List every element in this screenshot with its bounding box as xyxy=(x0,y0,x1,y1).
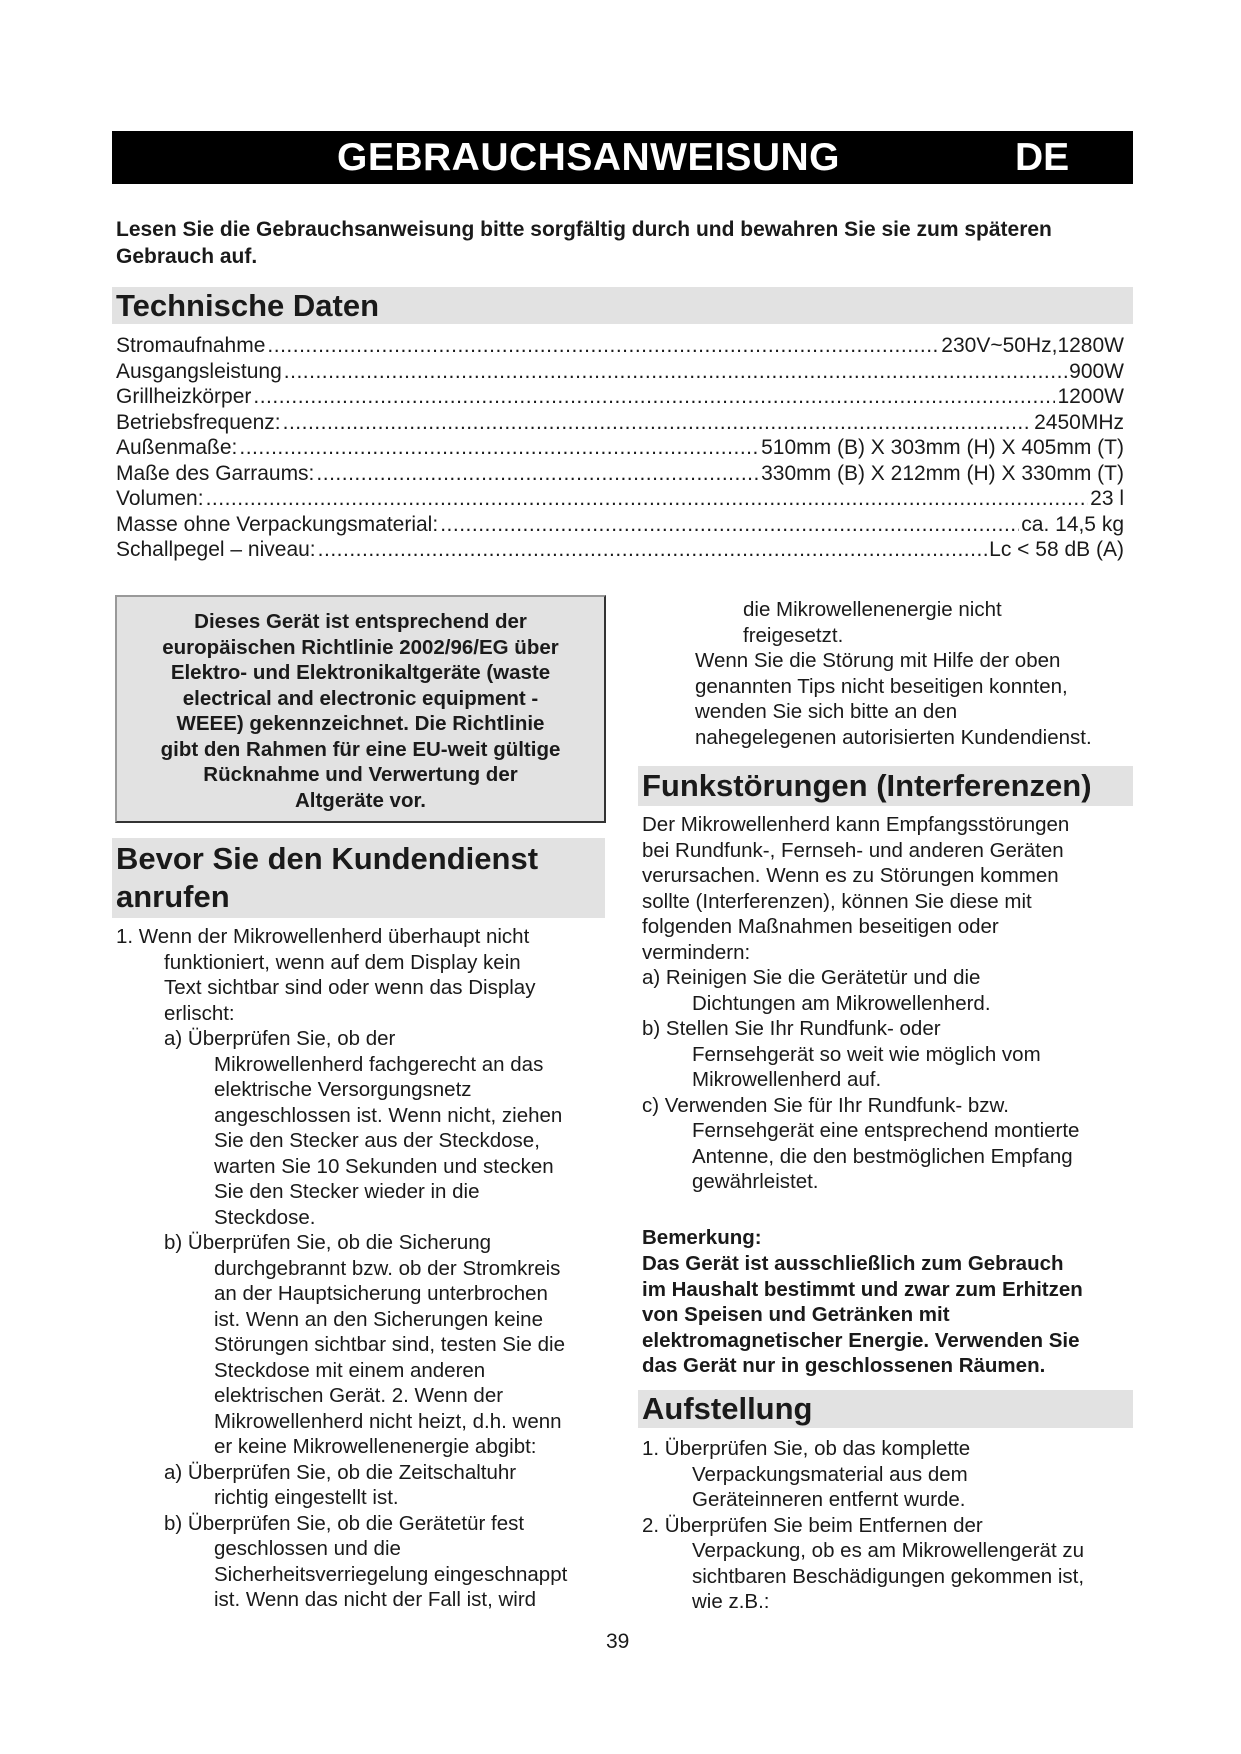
text-line: angeschlossen ist. Wenn nicht, ziehen xyxy=(214,1103,563,1127)
weee-line: electrical and electronic equipment - xyxy=(182,686,539,710)
spec-value: 510mm (B) X 303mm (H) X 405mm (T) xyxy=(761,436,1124,459)
dot-leader xyxy=(440,512,1019,538)
text-line: die Mikrowellenenergie nicht xyxy=(743,598,1002,621)
list-item: 2. Überprüfen Sie beim Entfernen der xyxy=(642,1513,983,1537)
intro-line: Lesen Sie die Gebrauchsanweisung bitte sorgfältig durch und bewahren Sie sie zum späteren xyxy=(116,218,1052,241)
spec-label: Stromaufnahme xyxy=(116,334,266,357)
text-line: Verpackung, ob es am Mikrowellengerät zu xyxy=(692,1539,1084,1562)
text-line: Wenn Sie die Störung mit Hilfe der oben xyxy=(695,649,1061,672)
spec-label: Betriebsfrequenz: xyxy=(116,410,281,434)
list-item: a) Überprüfen Sie, ob der xyxy=(164,1027,396,1050)
spec-value: Lc < 58 dB (A) xyxy=(989,538,1124,561)
text-line: Fernsehgerät so weit wie möglich vom xyxy=(692,1042,1041,1066)
list-item: 1. Überprüfen Sie, ob das komplette xyxy=(642,1437,971,1460)
text-line: genannten Tips nicht beseitigen konnten, xyxy=(695,674,1068,698)
text-line: Text sichtbar sind oder wenn das Display xyxy=(164,976,536,999)
funkstoerungen-text xyxy=(642,812,1137,1195)
weee-line: Altgeräte vor. xyxy=(294,788,427,812)
spec-row xyxy=(116,486,1124,512)
weee-line: europäischen Richtlinie 2002/96/EG über xyxy=(162,635,559,659)
language-code: DE xyxy=(1015,136,1070,179)
text-line: ist. Wenn an den Sicherungen keine xyxy=(214,1307,543,1331)
note-label: Bemerkung: xyxy=(642,1226,762,1249)
text-line: durchgebrannt bzw. ob der Stromkreis xyxy=(214,1256,561,1280)
kundendienst-continuation xyxy=(695,597,1135,750)
spec-row xyxy=(116,537,1124,563)
spec-label: Ausgangsleistung xyxy=(116,359,282,383)
spec-label: Masse ohne Verpackungsmaterial: xyxy=(116,512,439,536)
text-line: folgenden Maßnahmen beseitigen oder xyxy=(642,915,999,938)
text-line: ist. Wenn das nicht der Fall ist, wird xyxy=(214,1588,537,1611)
weee-line: Rücknahme und Verwertung der xyxy=(203,763,518,786)
dot-leader xyxy=(206,486,1089,512)
note-line: von Speisen und Getränken mit xyxy=(642,1303,950,1326)
text-line: Der Mikrowellenherd kann Empfangsstörungen xyxy=(642,813,1070,836)
spec-row xyxy=(116,410,1124,436)
spec-row xyxy=(116,384,1124,410)
text-line: Sie den Stecker wieder in die xyxy=(214,1180,480,1203)
weee-line: Dieses Gerät ist entsprechend der xyxy=(194,610,527,633)
text-line: freigesetzt. xyxy=(743,623,844,647)
text-line: gewährleistet. xyxy=(692,1170,819,1193)
title-bar xyxy=(112,131,1133,184)
text-line: Sicherheitsverriegelung eingeschnappt xyxy=(214,1562,568,1586)
heading-line: anrufen xyxy=(116,879,230,914)
spec-row xyxy=(116,359,1124,385)
text-line: sollte (Interferenzen), können Sie diese mit xyxy=(642,889,1032,913)
kundendienst-list xyxy=(116,924,616,1613)
spec-row xyxy=(116,333,1124,359)
spec-value: ca. 14,5 kg xyxy=(1021,512,1124,536)
dot-leader xyxy=(283,410,1033,436)
text-line: Mikrowellenherd auf. xyxy=(692,1068,882,1091)
spec-value: 23 l xyxy=(1090,487,1124,510)
section-heading-technische-daten: Technische Daten xyxy=(112,287,1133,324)
text-line: warten Sie 10 Sekunden und stecken xyxy=(214,1154,554,1178)
spec-value: 330mm (B) X 212mm (H) X 330mm (T) xyxy=(761,461,1124,485)
text-line: vermindern: xyxy=(642,940,751,964)
list-item: b) Überprüfen Sie, ob die Sicherung xyxy=(164,1231,492,1254)
weee-notice-box xyxy=(115,595,606,823)
text-line: an der Hauptsicherung unterbrochen xyxy=(214,1282,548,1305)
spec-value: 1200W xyxy=(1057,385,1124,408)
intro-line: Gebrauch auf. xyxy=(116,245,258,268)
list-item: b) Stellen Sie Ihr Rundfunk- oder xyxy=(642,1017,941,1040)
spec-value: 900W xyxy=(1069,359,1124,383)
spec-table xyxy=(116,333,1124,563)
weee-line: Elektro- und Elektronikaltgeräte (waste xyxy=(170,661,551,684)
spec-row xyxy=(116,512,1124,538)
spec-label: Volumen: xyxy=(116,487,204,510)
spec-row xyxy=(116,435,1124,461)
text-line: Störungen sichtbar sind, testen Sie die xyxy=(214,1333,565,1356)
list-item: a) Überprüfen Sie, ob die Zeitschaltuhr xyxy=(164,1460,517,1484)
text-line: Verpackungsmaterial aus dem xyxy=(692,1462,968,1486)
text-line: Antenne, die den bestmöglichen Empfang xyxy=(692,1144,1073,1168)
weee-line: gibt den Rahmen für eine EU-weit gültige xyxy=(160,737,561,761)
section-heading-funkstoerungen: Funkstörungen (Interferenzen) xyxy=(638,766,1133,806)
dot-leader xyxy=(253,384,1055,410)
intro-text xyxy=(116,216,1126,270)
dot-leader xyxy=(318,537,988,563)
spec-value: 230V~50Hz,1280W xyxy=(941,334,1124,357)
text-line: Steckdose. xyxy=(214,1205,316,1229)
dot-leader xyxy=(284,359,1067,385)
aufstellung-list xyxy=(642,1436,1142,1615)
list-item: c) Verwenden Sie für Ihr Rundfunk- bzw. xyxy=(642,1093,1009,1117)
text-line: wenden Sie sich bitte an den xyxy=(695,700,958,723)
text-line: Mikrowellenherd fachgerecht an das xyxy=(214,1052,544,1076)
text-line: bei Rundfunk-, Fernseh- und anderen Geräten xyxy=(642,838,1064,862)
spec-label: Grillheizkörper xyxy=(116,385,252,408)
dot-leader xyxy=(239,435,759,461)
note-text xyxy=(642,1251,1142,1379)
text-line: funktioniert, wenn auf dem Display kein xyxy=(164,950,521,974)
text-line: Mikrowellenherd nicht heizt, d.h. wenn xyxy=(214,1409,562,1433)
text-line: sichtbaren Beschädigungen gekommen ist, xyxy=(692,1564,1085,1588)
section-heading-aufstellung: Aufstellung xyxy=(638,1390,1133,1428)
list-item: a) Reinigen Sie die Gerätetür und die xyxy=(642,966,981,989)
document-title: GEBRAUCHSANWEISUNG xyxy=(337,136,841,179)
spec-label: Außenmaße: xyxy=(116,436,238,459)
page-number: 39 xyxy=(606,1630,630,1653)
list-item: 1. Wenn der Mikrowellenherd überhaupt nicht xyxy=(116,925,530,948)
dot-leader xyxy=(267,333,939,359)
text-line: elektrische Versorgungsnetz xyxy=(214,1078,472,1101)
note-line: elektromagnetischer Energie. Verwenden Sie xyxy=(642,1328,1080,1352)
spec-row xyxy=(116,461,1124,487)
text-line: Fernsehgerät eine entsprechend montierte xyxy=(692,1119,1080,1142)
text-line: elektrischen Gerät. 2. Wenn der xyxy=(214,1384,504,1407)
note-line: das Gerät nur in geschlossenen Räumen. xyxy=(642,1354,1046,1377)
text-line: verursachen. Wenn es zu Störungen kommen xyxy=(642,864,1059,887)
weee-line: WEEE) gekennzeichnet. Die Richtlinie xyxy=(176,712,545,735)
weee-notice-text xyxy=(117,609,604,813)
spec-label: Schallpegel – niveau: xyxy=(116,538,316,561)
spec-value: 2450MHz xyxy=(1034,410,1124,434)
text-line: Dichtungen am Mikrowellenherd. xyxy=(692,991,991,1015)
note-line: Das Gerät ist ausschließlich zum Gebrauch xyxy=(642,1252,1064,1275)
list-item: b) Überprüfen Sie, ob die Gerätetür fest xyxy=(164,1511,525,1535)
note-line: im Haushalt bestimmt und zwar zum Erhitzen xyxy=(642,1277,1083,1301)
text-line: Steckdose mit einem anderen xyxy=(214,1358,486,1382)
text-line: geschlossen und die xyxy=(214,1537,401,1560)
text-line: Sie den Stecker aus der Steckdose, xyxy=(214,1129,540,1152)
section-heading-kundendienst xyxy=(112,838,605,918)
text-line: erlischt: xyxy=(164,1001,235,1025)
text-line: wie z.B.: xyxy=(692,1590,770,1613)
text-line: er keine Mikrowellenenergie abgibt: xyxy=(214,1435,537,1458)
text-line: nahegelegenen autorisierten Kundendienst. xyxy=(695,725,1092,749)
text-line: Geräteinneren entfernt wurde. xyxy=(692,1488,966,1511)
text-line: richtig eingestellt ist. xyxy=(214,1486,399,1509)
dot-leader xyxy=(316,461,759,487)
spec-label: Maße des Garraums: xyxy=(116,461,315,485)
heading-line: Bevor Sie den Kundendienst xyxy=(116,841,539,876)
